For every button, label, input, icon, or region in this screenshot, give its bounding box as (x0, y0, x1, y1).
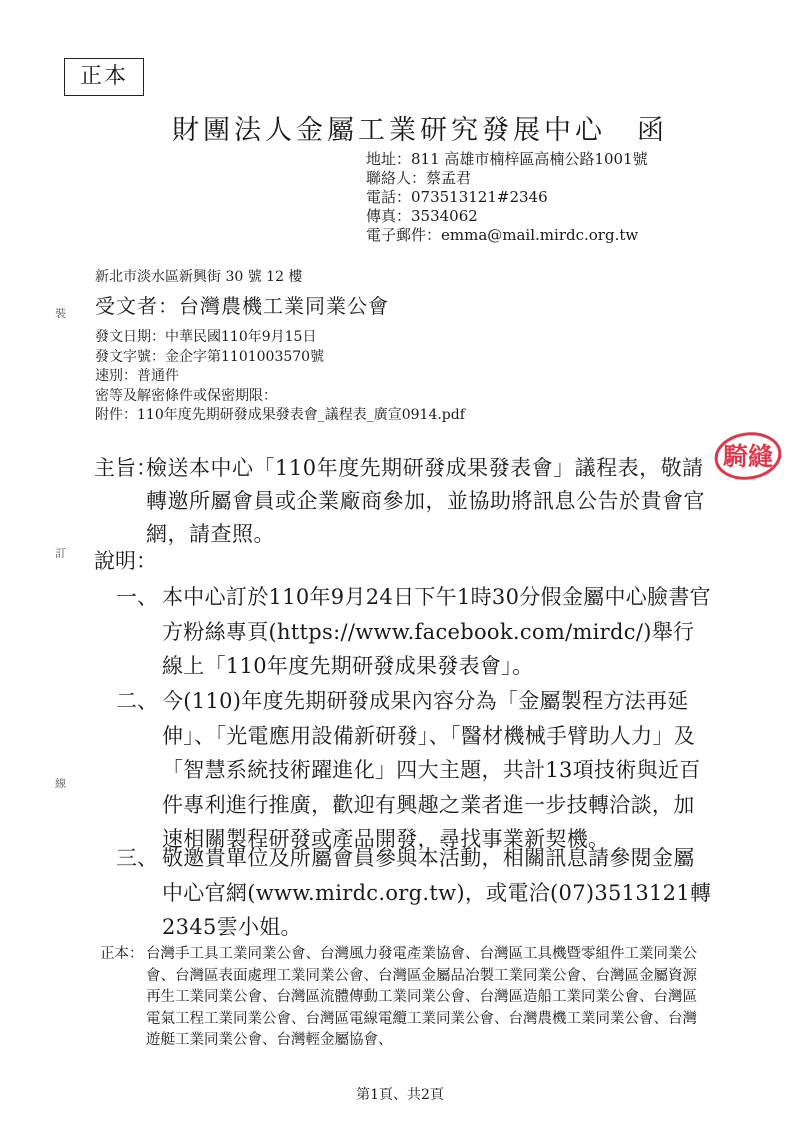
item-text: 敬邀貴單位及所屬會員參與本活動，相關訊息請參閱金屬中心官網(www.mirdc.org.tw)，或電洽(07)3513121轉2345雲小姐。 (162, 846, 712, 939)
original-copy-mark: 正本 (64, 58, 144, 96)
document-meta (95, 328, 465, 426)
contact-phone: 電話：073513121#2346 (366, 188, 548, 206)
sender-contact-block (366, 150, 648, 245)
explanation-label: 說明： (94, 549, 157, 573)
contact-person: 聯絡人：蔡孟君 (366, 169, 472, 187)
issue-date: 發文日期：中華民國110年9月15日 (95, 329, 317, 345)
sender-address: 地址：811 高雄市楠梓區高楠公路1001號 (366, 150, 648, 168)
item-number: 二、 (116, 689, 158, 713)
item-number: 三、 (116, 846, 158, 870)
item-text: 今(110)年度先期研發成果內容分為「金屬製程方法再延伸」、「光電應用設備新研發」、「醫材機械手臂助人力」及「智慧系統技術躍進化」四大主題，共計13項技術與近百件專利進行推廣，歡迎有興趣之業者進一步技轉洽談，加速相關製程研發或產品開發，尋找事業新契機。 (162, 689, 701, 851)
binding-mark-xian: 線 (55, 777, 66, 790)
distribution-label: 正本： (100, 946, 144, 962)
binding-mark-zhuang: 裝 (55, 307, 66, 320)
seam-seal-stamp (708, 428, 800, 486)
seal-text: 騎縫 (722, 442, 774, 471)
recipient-address: 新北市淡水區新興街 30 號 12 樓 (95, 269, 303, 285)
item-number: 一、 (116, 585, 158, 609)
document-title: 財團法人金屬工業研究發展中心 函 (172, 115, 668, 146)
delivery-speed: 速別：普通件 (95, 368, 179, 384)
binding-mark-ding: 訂 (55, 547, 66, 560)
page-number: 第1頁、共2頁 (356, 1087, 444, 1103)
distribution-text: 台灣手工具工業同業公會、台灣風力發電產業協會、台灣區工具機暨零組件工業同業公會、台灣區表面處理工業同業公會、台灣區金屬品冶製工業同業公會、台灣區金屬資源再生工業同業公會、台灣區流體傳動工業同業公會、台灣區造船工業同業公會、台灣區電氣工程工業同業公會、台灣區電線電纜工業同業公會、台灣農機工業同業公會、台灣遊艇工業同業公會、台灣輕金屬協會、 (146, 946, 697, 1048)
item-text: 本中心訂於110年9月24日下午1時30分假金屬中心臉書官方粉絲專頁(https://www.facebook.com/mirdc/)舉行線上「110年度先期研發成果發表會」。 (162, 585, 711, 678)
contact-fax: 傳真：3534062 (366, 207, 478, 225)
attachment: 附件：110年度先期研發成果發表會_議程表_廣宣0914.pdf (95, 407, 465, 423)
document-number: 發文字號：金企字第1101003570號 (95, 348, 325, 365)
subject-text: 檢送本中心「110年度先期研發成果發表會」議程表，敬請轉邀所屬會員或企業廠商參加，並協助將訊息公告於貴會官網，請查照。 (146, 456, 705, 546)
subject-label: 主旨： (94, 456, 157, 480)
recipient: 受文者：台灣農機工業同業公會 (95, 294, 389, 318)
security-level: 密等及解密條件或保密期限： (95, 387, 277, 404)
contact-email: 電子郵件：emma@mail.mirdc.org.tw (366, 226, 639, 244)
